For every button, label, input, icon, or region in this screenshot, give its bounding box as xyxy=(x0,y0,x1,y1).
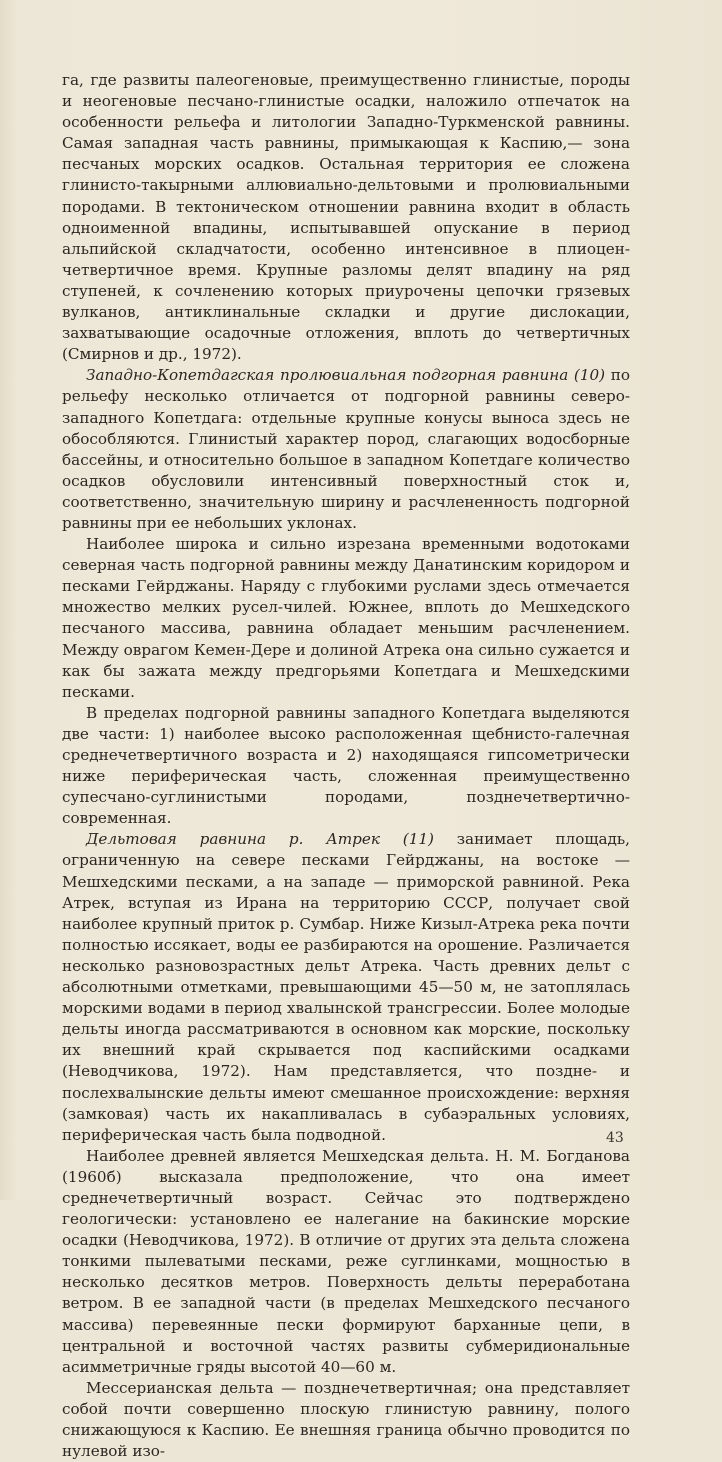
paragraph-4 xyxy=(62,703,630,830)
paragraph-7 xyxy=(62,1378,630,1462)
section-title-atrek-delta-plain: Дельтовая равнина р. Атрек xyxy=(86,830,380,849)
paragraph-3 xyxy=(62,534,630,703)
map-ref-10: (10) xyxy=(568,366,611,385)
paragraph-6-body: Наиболее древней является Мешхедская дельта. Н. М. Богданова (1960б) высказала предположение, что она имеет среднечетвертичный возраст. Сейчас это подтверждено геологически: установлено ее налегание на бакинские морские осадки (Неводчикова, 1972). В отличие от других эта дельта сложена тонкими пылеватыми песками, реже суглинками, мощностью в несколько десятков метров. Поверхность дельты переработана ветром. В ее западной части (в пределах Мешхедского песчаного массива) перевеянные пески формируют барханные цепи, в центральной и восточной частях развиты субмеридиональные асимметричные гряды высотой 40—60 м. xyxy=(62,1146,630,1376)
paragraph-5 xyxy=(62,829,630,1145)
paragraph-4-body: В пределах подгорной равнины западного Копетдага выделяются две части: 1) наиболее высоко расположенная щебнисто-галечная среднечетвертичного возраста и 2) находящаяся гипсометрически ниже периферическая часть, сложенная преимущественно супесчано-суглинистыми породами, позднечетвертично-современная. xyxy=(62,703,630,828)
paragraph-1 xyxy=(62,70,630,365)
paragraph-7-body: Мессерианская дельта — позднечетвертичная; она представляет собой почти совершенно плоскую глинистую равнину, полого снижающуюся к Каспию. Ее внешняя граница обычно проводится по нулевой изо- xyxy=(62,1378,630,1461)
section-title-west-kopetdag-plain: Западно-Копетдагская пролювиальная подгорная равнина xyxy=(86,366,569,385)
paragraph-6 xyxy=(62,1146,630,1378)
paragraph-1-body: га, где развиты палеогеновые, преимущественно глинистые, породы и неогеновые песчано-глинистые осадки, наложило отпечаток на особенности рельефа и литологии Западно-Туркменской равнины. Самая западная часть равнины, примыкающая к Каспию,— зона песчаных морских осадков. Остальная территория ее сложена глинисто-такырными аллювиально-дельтовыми и пролювиальными породами. В тектоническом отношении равнина входит в область одноименной впадины, испытывавшей опускание в период альпийской складчатости, особенно интенсивное в плиоцен-четвертичное время. Крупные разломы делят впадину на ряд ступеней, к сочленению которых приурочены цепочки грязевых вулканов, антиклинальные складки и другие дислокации, захватывающие осадочные отложения, вплоть до четвертичных (Смирнов и др., 1972). xyxy=(62,71,630,364)
paragraph-3-body: Наиболее широка и сильно изрезана временными водотоками северная часть подгорной равнины между Данатинским коридором и песками Гейрджаны. Наряду с глубокими руслами здесь отмечается множество мелких русел-чилей. Южнее, вплоть до Мешхедского песчаного массива, равнина обладает меньшим расчленением. Между оврагом Кемен-Дере и долиной Атрека она сильно сужается и как бы зажата между предгорьями Копетдага и Мешхедскими песками. xyxy=(62,535,630,701)
main-text xyxy=(62,70,630,1462)
page-number: 43 xyxy=(606,1130,624,1146)
paragraph-5-body: занимает площадь, ограниченную на севере песками Гейрджаны, на востоке — Мешхедскими песками, а на западе — приморской равниной. Река Атрек, вступая из Ирана на территорию СССР, получает свой наиболее крупный приток р. Сумбар. Ниже Кизыл-Атрека река почти полностью иссякает, воды ее разбираются на орошение. Различается несколько разновозрастных дельт Атрека. Часть древних дельт с абсолютными отметками, превышающими 45—50 м, не затоплялась морскими водами в период хвалынской трансгрессии. Более молодые дельты иногда рассматриваются в основном как морские, поскольку их внешний край скрывается под каспийскими осадками (Неводчикова, 1972). Нам представляется, что поздне- и послехвалынские дельты имеют смешанное происхождение: верхняя (замковая) часть их накапливалась в субаэральных условиях, периферическая часть была подводной. xyxy=(62,830,630,1144)
map-ref-11: (11) xyxy=(379,830,457,849)
paragraph-2-body: по рельефу несколько отличается от подгорной равнины северо-западного Копетдага: отдельные крупные конусы выноса здесь не обособляются. Глинистый характер пород, слагающих водосборные бассейны, и относительно большое в западном Копетдаге количество осадков обусловили интенсивный поверхностный сток и, соответственно, значительную ширину и расчлененность подгорной равнины при ее небольших уклонах. xyxy=(62,366,630,532)
paragraph-2 xyxy=(62,365,630,534)
